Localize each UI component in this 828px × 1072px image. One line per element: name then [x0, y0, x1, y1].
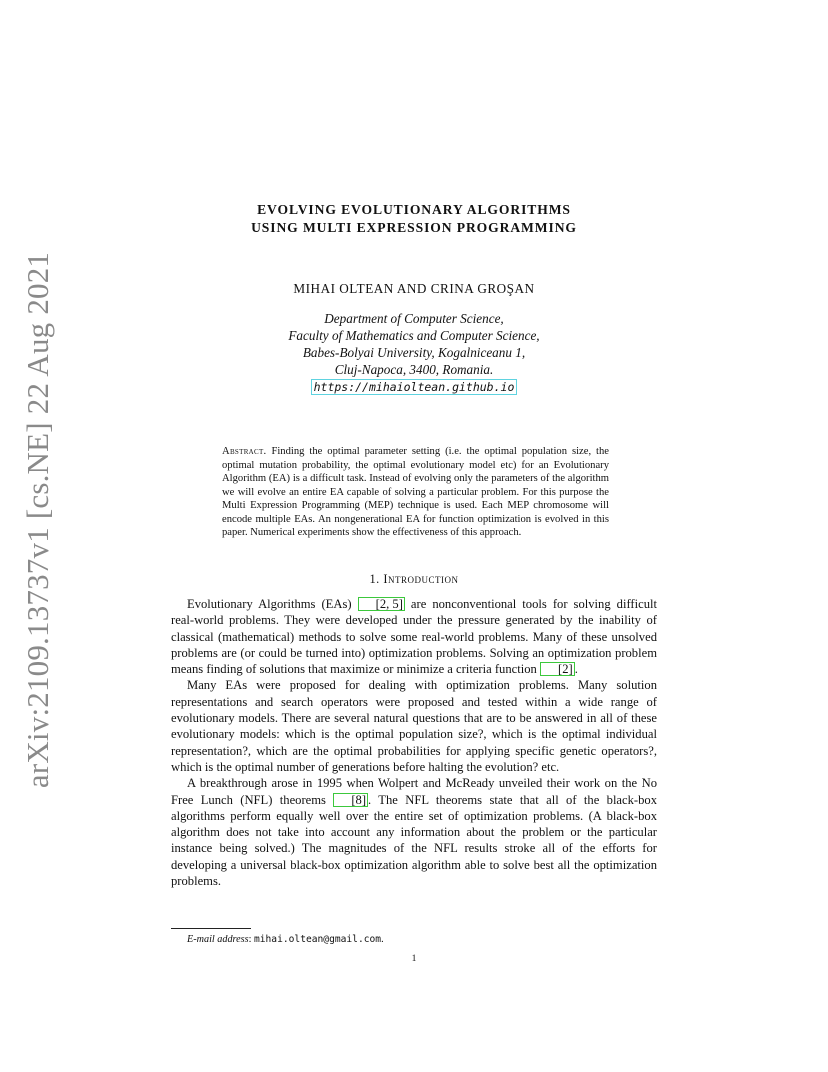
- affiliation-line-2: Faculty of Mathematics and Computer Science,: [288, 328, 540, 343]
- footnote-period: .: [381, 934, 384, 945]
- section-number: 1.: [369, 572, 380, 586]
- paragraph-1-text-b: are nonconventional tools for solving difficult real-world problems. They were developed under the pressure generated by the inability of classical (mathematical) methods to solve some real-world problems. Many of these unsolved problems are (or could be turned into) optimization problems. Solving an optimization problem means finding of solutions that maximize or minimize a criteria function: [171, 597, 657, 677]
- footnote-divider: [171, 928, 251, 929]
- affiliation-line-3: Babes-Bolyai University, Kogalniceanu 1,: [302, 345, 526, 360]
- paragraph-3-text-a: A breakthrough arose in 1995 when Wolpert and McReady unveiled their work on the No Free Lunch (NFL) theorems: [171, 776, 657, 807]
- title-line-2: USING MULTI EXPRESSION PROGRAMMING: [251, 220, 577, 235]
- paragraph-1: [171, 596, 657, 677]
- paragraph-2: Many EAs were proposed for dealing with optimization problems. Many solution representations and search operators were proposed and tested within a wide range of evolutionary models. There are several natural questions that are to be answered in all of these evolutionary models: which is the optimal population size?, which is the optimal individual representation?, which are the optimal probabilities for applying specific genetic operators?, which is the optimal number of generations before halting the evolution? etc.: [171, 678, 657, 774]
- citation-link[interactable]: [8]: [333, 793, 368, 807]
- paper-title: [0, 201, 828, 237]
- body-text: [171, 596, 657, 889]
- paragraph-3-text-b: . The NFL theorems state that all of the black-box algorithms perform equally well over the entire set of optimization problems. (A black-box algorithm does not take into account any information about the problem or the particular instance being solved.) The magnitudes of the NFL results stroke all of the efforts for developing a universal black-box optimization algorithm able to solve best all the optimization problems.: [171, 792, 657, 889]
- abstract: [222, 445, 609, 540]
- citation-number: 5: [392, 597, 399, 611]
- abstract-label: Abstract.: [222, 446, 267, 457]
- citation-number: 2: [562, 662, 569, 677]
- paragraph-3: [171, 775, 657, 889]
- arxiv-identifier: arXiv:2109.13737v1 [cs.NE] 22 Aug 2021: [20, 251, 55, 789]
- citation-number: 8: [355, 792, 362, 807]
- footnote-colon: :: [248, 934, 254, 945]
- citation-link[interactable]: [2, 5]: [358, 597, 405, 611]
- citation-number: 2: [379, 597, 387, 611]
- affiliation-line-1: Department of Computer Science,: [324, 311, 504, 326]
- homepage-link[interactable]: https://mihaioltean.github.io: [311, 379, 518, 395]
- paragraph-1-text-c: .: [574, 662, 578, 677]
- affiliation: [0, 310, 828, 395]
- affiliation-line-4: Cluj-Napoca, 3400, Romania.: [334, 362, 494, 377]
- email-address: mihai.oltean@gmail.com: [253, 934, 382, 945]
- section-heading: [0, 572, 828, 587]
- paragraph-1-text-a: Evolutionary Algorithms (EAs): [187, 597, 358, 611]
- authors: MIHAI OLTEAN AND CRINA GROŞAN: [293, 281, 535, 296]
- section-title: Introduction: [383, 572, 459, 586]
- footnote-label: E-mail address: [187, 934, 249, 945]
- footnote: [187, 934, 384, 945]
- abstract-text: Finding the optimal parameter setting (i.e. the optimal population size, the optimal mutation probability, the optimal evolutionary model etc) for an Evolutionary Algorithm (EA) is a difficult task. Instead of evolving only the parameters of the algorithm we will evolve an entire EA capable of solving a particular problem. For this purpose the Multi Expression Programming (MEP) technique is used. Each MEP chromosome will encode multiple EAs. An nongenerational EA for function optimization is evolved in this paper. Numerical experiments show the effectiveness of this approach.: [222, 446, 609, 538]
- citation-link[interactable]: [2]: [540, 662, 575, 676]
- title-line-1: EVOLVING EVOLUTIONARY ALGORITHMS: [257, 202, 571, 217]
- page-number: 1: [411, 953, 417, 964]
